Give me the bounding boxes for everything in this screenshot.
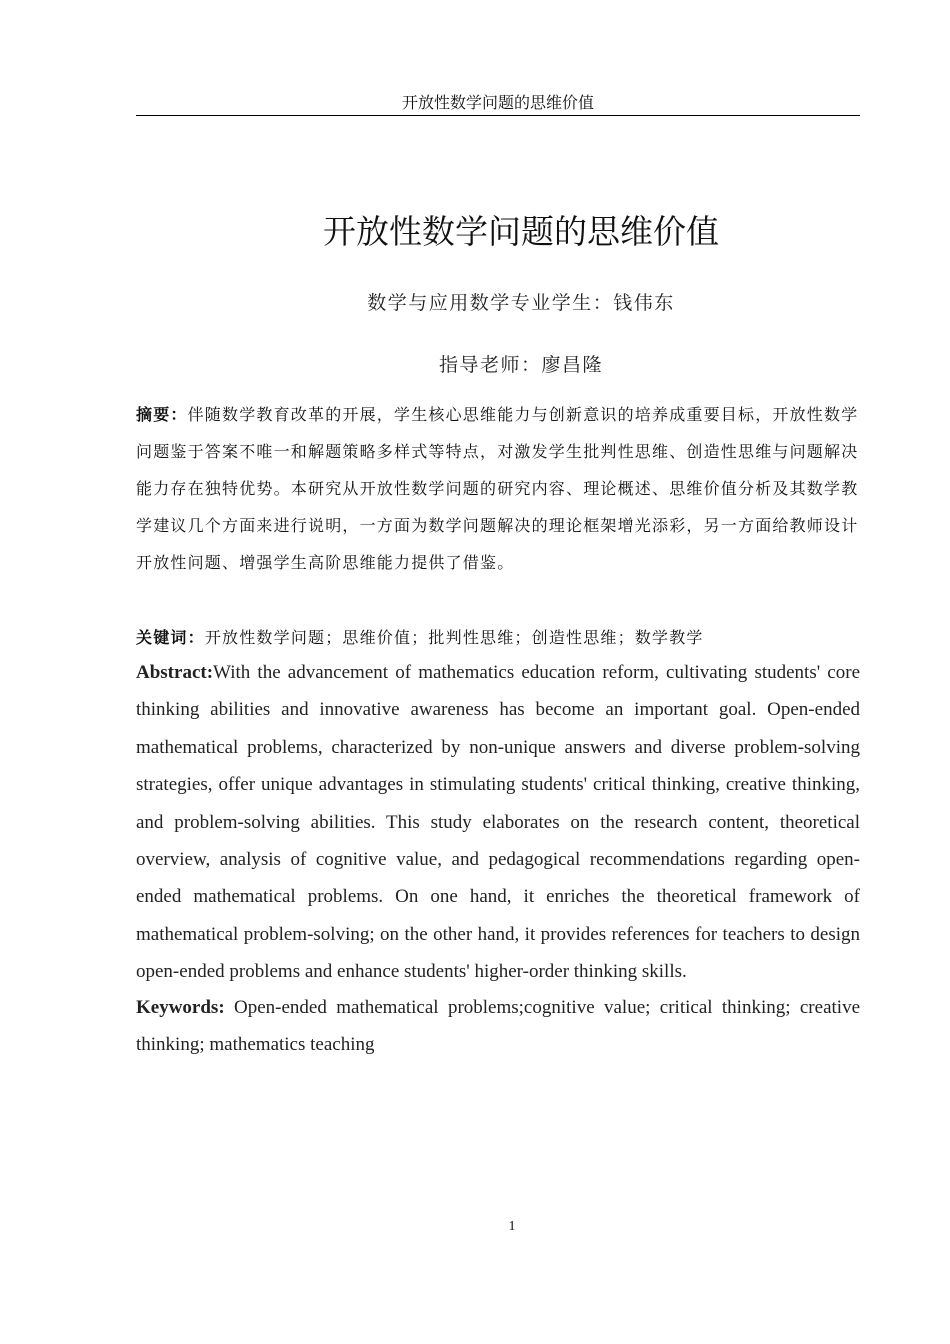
chinese-keywords-label: 关键词：	[136, 628, 205, 647]
english-keywords	[136, 989, 860, 1064]
chinese-keywords-text: 开放性数学问题；思维价值；批判性思维；创造性思维；数学教学	[204, 628, 704, 647]
author-line: 数学与应用数学专业学生：钱伟东	[367, 292, 675, 314]
chinese-abstract-text: 伴随数学教育改革的开展，学生核心思维能力与创新意识的培养成重要目标，开放性数学问题鉴于答案不唯一和解题策略多样式等特点，对激发学生批判性思维、创造性思维与问题解决能力存在独特优势。本研究从开放性数学问题的研究内容、理论概述、思维价值分析及其数学教学建议几个方面来进行说明，一方面为数学问题解决的理论框架增光添彩，另一方面给教师设计开放性问题、增强学生高阶思维能力提供了借鉴。	[136, 405, 859, 572]
english-abstract-label: Abstract:	[136, 662, 214, 683]
chinese-abstract	[136, 396, 860, 581]
english-keywords-text: Open-ended mathematical problems;cognitive value; critical thinking; creative thinking; mathematics teaching	[136, 997, 860, 1056]
running-header: 开放性数学问题的思维价值	[136, 92, 860, 116]
page-number: 1	[508, 1219, 516, 1234]
english-abstract-text: With the advancement of mathematics education reform, cultivating students' core thinking abilities and innovative awareness has become an important goal. Open-ended mathematical problems, characterized by non-unique answers and diverse problem-solving strategies, offer unique advantages in stimulating students' critical thinking, creative thinking, and problem-solving abilities. This study elaborates on the research content, theoretical overview, analysis of cognitive value, and pedagogical recommendations regarding open-ended mathematical problems. On one hand, it enriches the theoretical framework of mathematical problem-solving; on the other hand, it provides references for teachers to design open-ended problems and enhance students' higher-order thinking skills.	[136, 662, 860, 983]
document-title: 开放性数学问题的思维价值	[323, 212, 719, 251]
english-abstract	[136, 654, 860, 991]
chinese-abstract-label: 摘要：	[136, 405, 188, 424]
chinese-keywords	[136, 619, 860, 656]
english-keywords-label: Keywords:	[136, 997, 225, 1018]
advisor-line: 指导老师：廖昌隆	[438, 354, 603, 376]
